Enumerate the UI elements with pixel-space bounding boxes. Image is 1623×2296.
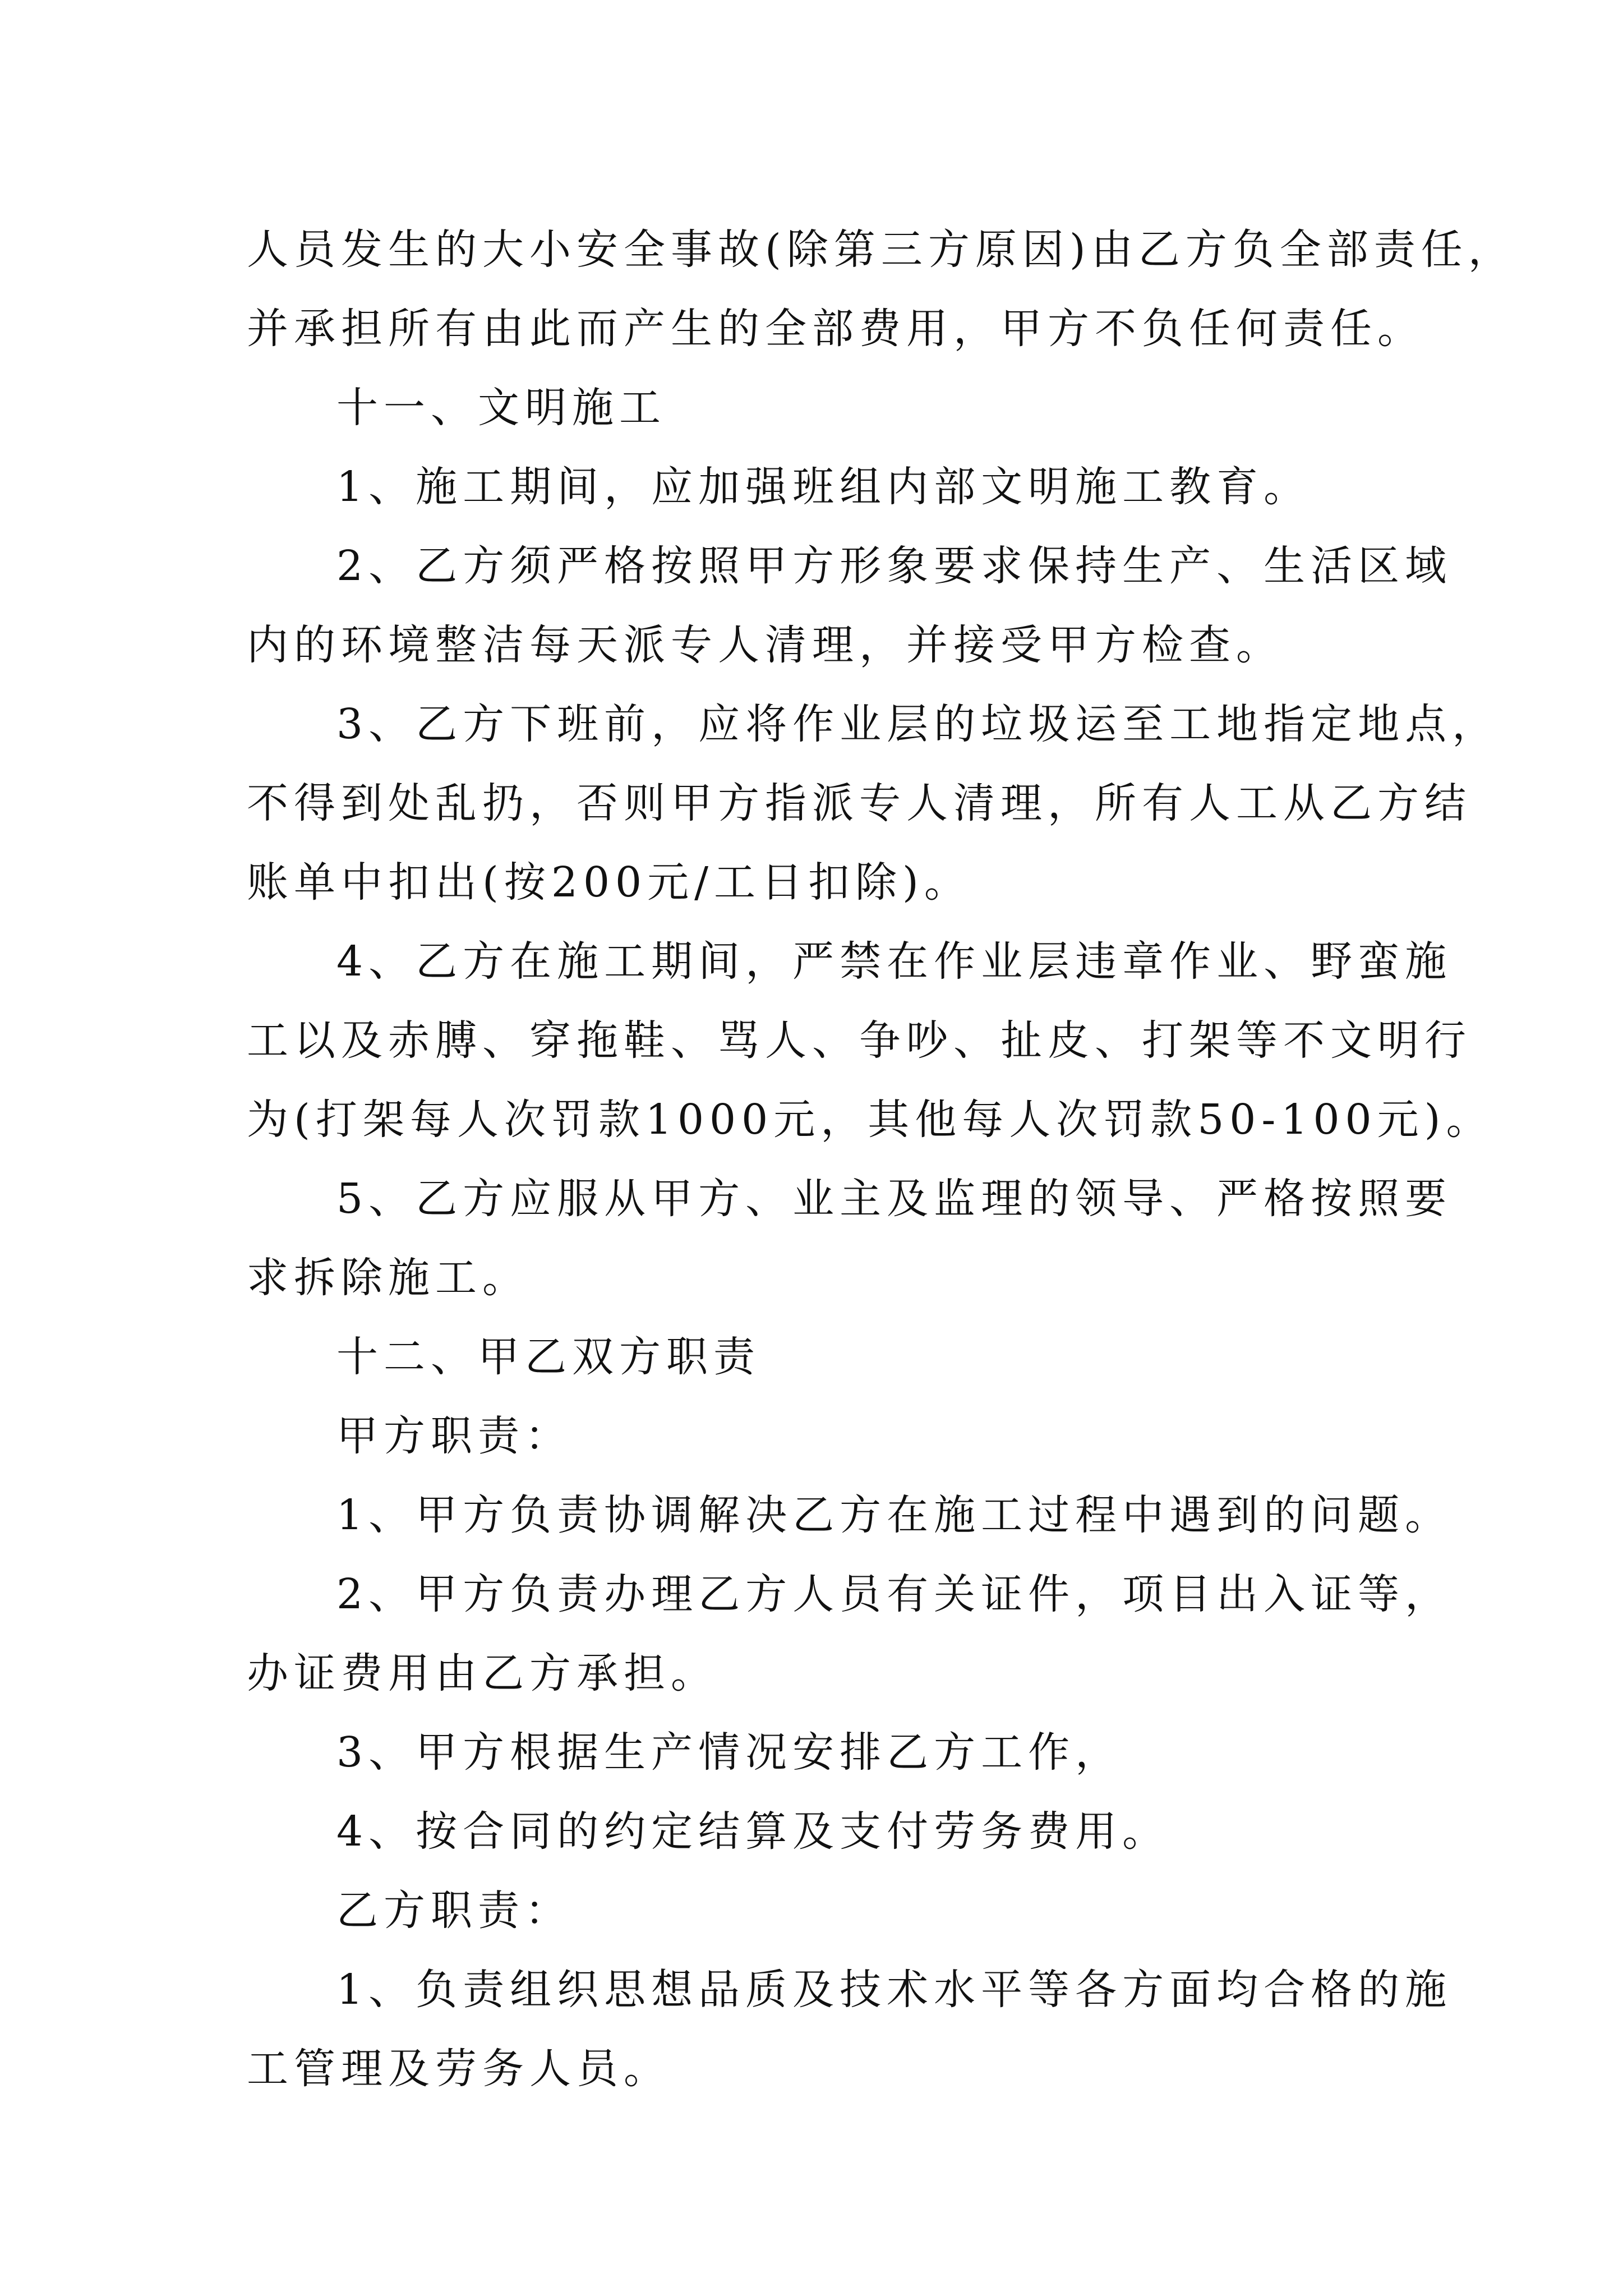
section-heading: 十二、甲乙双方职责 [336,1333,760,1381]
text-line: 求拆除施工。 [247,1254,529,1302]
text-line: 5、乙方应服从甲方、业主及监理的领导、严格按照要 [336,1175,1453,1223]
text-line: 3、甲方根据生产情况安排乙方工作， [336,1728,1123,1777]
text-line: 4、乙方在施工期间，严禁在作业层违章作业、野蛮施 [336,937,1453,986]
text-line: 1、甲方负责协调解决乙方在施工过程中遇到的问题。 [336,1491,1453,1539]
text-line: 1、施工期间，应加强班组内部文明施工教育。 [336,463,1311,511]
text-line: 工管理及劳务人员。 [247,2045,671,2093]
text-line: 并承担所有由此而产生的全部费用，甲方不负任何责任。 [247,305,1424,353]
subsection-heading: 甲方职责： [336,1412,572,1460]
text-line: 办证费用由乙方承担。 [247,1649,718,1697]
text-line: 人员发生的大小安全事故(除第三方原因)由乙方负全部责任， [247,226,1515,274]
text-line: 内的环境整洁每天派专人清理，并接受甲方检查。 [247,621,1283,669]
text-line: 2、乙方须严格按照甲方形象要求保持生产、生活区域 [336,542,1453,590]
text-line: 3、乙方下班前，应将作业层的垃圾运至工地指定地点， [336,700,1500,748]
section-heading: 十一、文明施工 [336,384,666,432]
text-line: 账单中扣出(按200元/工日扣除)。 [247,858,971,907]
document-body [247,210,1515,2109]
text-line: 2、甲方负责办理乙方人员有关证件，项目出入证等， [336,1570,1453,1618]
text-line: 不得到处乱扔，否则甲方指派专人清理，所有人工从乙方结 [247,779,1472,827]
text-line: 为(打架每人次罚款1000元，其他每人次罚款50-100元)。 [247,1096,1493,1144]
subsection-heading: 乙方职责： [336,1887,572,1935]
text-line: 1、负责组织思想品质及技术水平等各方面均合格的施 [336,1966,1453,2014]
text-line: 工以及赤膊、穿拖鞋、骂人、争吵、扯皮、打架等不文明行 [247,1016,1472,1065]
text-line: 4、按合同的约定结算及支付劳务费用。 [336,1807,1170,1856]
